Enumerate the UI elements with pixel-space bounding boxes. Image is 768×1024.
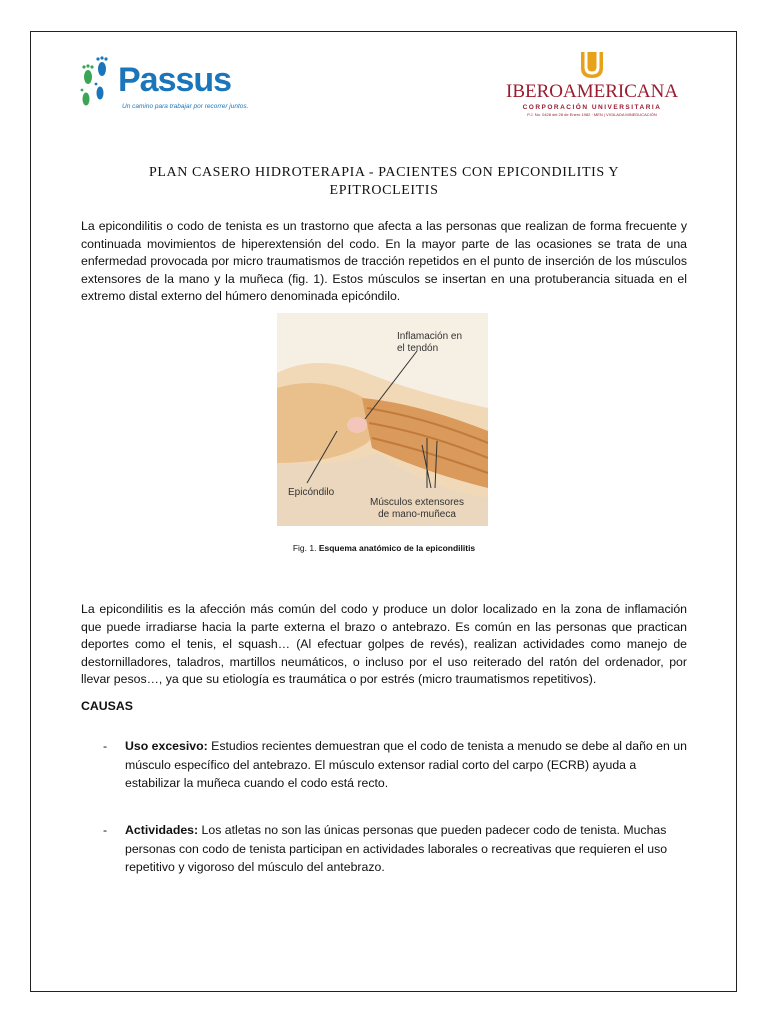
iberoamericana-subtitle: CORPORACIÓN UNIVERSITARIA [522, 104, 662, 111]
cause-term: Uso excesivo: [125, 739, 208, 753]
intro-paragraph: La epicondilitis o codo de tenista es un trastorno que afecta a las personas que realizan de forma frecuente y continuada movimientos de hiperextensión del codo. En la mayor parte de las ocasiones se trata de una enfermedad provocada por micro traumatismos de tracción repetidos en el punto de inserción de los músculos extensores de la mano y la muñeca (fig. 1). Estos músculos se insertan en una protuberancia situada en el extremo distal externo del húmero denominada epicóndilo. [81, 219, 687, 304]
section-heading-causas: CAUSAS [81, 699, 133, 713]
university-emblem-icon [578, 50, 606, 80]
elbow-anatomy-figure [277, 313, 488, 526]
caption-text: Esquema anatómico de la epicondilitis [318, 543, 476, 553]
bullet-dash: - [103, 823, 108, 837]
label-inflammation-line-2: el tendón [397, 343, 439, 354]
passus-logo [78, 55, 249, 117]
caption-prefix: Fig. 1. [292, 543, 317, 553]
iberoamericana-name: IBEROAMERICANA [506, 81, 679, 102]
label-muscles-line-1: Músculos extensores [370, 497, 464, 508]
label-extensor-muscles [357, 497, 477, 521]
iberoamericana-fine-print: P.J. No. 0428 del 28 de Enero 1982 · MEN | VIGILADA MINEDUCACIÓN [527, 112, 657, 117]
cause-text [125, 821, 688, 877]
title-line-2: EPITROCLEITIS [329, 183, 439, 198]
title-line-1: PLAN CASERO HIDROTERAPIA - PACIENTES CON EPICONDILITIS Y [148, 165, 620, 180]
second-paragraph: La epicondilitis es la afección más común del codo y produce un dolor localizado en la zona de inflamación que puede irradiarse hacia la parte externa el brazo o antebrazo. Es común en las personas que practican deportes como el tenis, el squash… (Al efectuar golpes de revés), realizan actividades como manejo de destornilladores, taladros, martillos neumáticos, o incluso por el uso reiterado del ratón del ordenador, por llevar pesos…, ya que su etiología es traumática o por estrés (micro traumatismos repetitivos). [81, 602, 687, 687]
cause-text [125, 737, 688, 793]
bullet-dash: - [103, 739, 108, 753]
cause-description: Estudios recientes demuestran que el codo de tenista a menudo se debe al daño en un músculo específico del antebrazo. El músculo extensor radial corto del carpo (ECRB) ayuda a estabilizar la muñeca cuando el codo está recto. [125, 739, 687, 791]
cause-term: Actividades: [125, 823, 199, 837]
cause-description: Los atletas no son las únicas personas que pueden padecer codo de tenista. Muchas personas con codo de tenista participan en actividades laborales o recreativas que requieren el uso repetitivo y vigoroso del músculo del antebrazo. [125, 823, 668, 875]
passus-tagline: Un camino para trabajar por recorrer juntos. [122, 103, 249, 110]
document-title [80, 164, 688, 200]
footprints-icon [78, 55, 122, 113]
label-epicondyle: Epicóndilo [288, 487, 335, 498]
label-inflammation [397, 331, 462, 355]
label-inflammation-line-1: Inflamación en [397, 331, 463, 342]
figure-caption [80, 543, 688, 553]
passus-wordmark: Passus [118, 61, 232, 99]
iberoamericana-logo [506, 50, 678, 122]
label-muscles-line-2: de mano-muñeca [378, 509, 456, 520]
